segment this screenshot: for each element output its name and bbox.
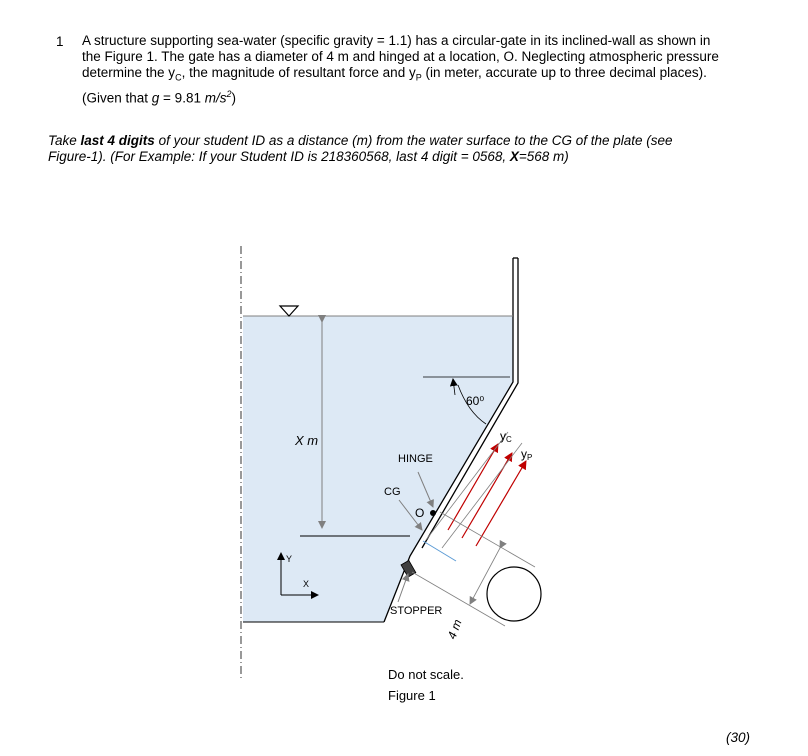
diameter-label: 4 m	[444, 617, 465, 642]
gate-projection-top	[440, 512, 535, 567]
x-axis-label: X	[303, 579, 310, 589]
question-line-1: A structure supporting sea-water (specific gravity = 1.1) has a circular-gate in its inclined-wall as shown in	[82, 33, 711, 48]
force-arrow-3	[476, 461, 526, 546]
circular-gate	[487, 567, 541, 621]
cg-perpendicular-line	[423, 541, 456, 561]
instruction-line-2: Figure-1). (For Example: If your Student ID is 218360568, last 4 digit = 0568, X=568 m)	[48, 149, 569, 164]
hinge-label: HINGE	[398, 453, 433, 465]
question-line-2: the Figure 1. The gate has a diameter of 4 m and hinged at a location, O. Neglecting atmospheric pressure	[82, 49, 719, 64]
y-axis-label: Y	[286, 554, 293, 564]
stopper-label: STOPPER	[390, 605, 443, 617]
scale-note: Do not scale.	[388, 667, 464, 682]
hinge-point	[430, 510, 436, 516]
figure-caption: Figure 1	[388, 688, 436, 703]
question-number: 1	[56, 34, 64, 49]
water-surface-symbol	[280, 306, 298, 316]
angle-label: 60⁰	[466, 394, 485, 408]
question-line-3: determine the $y_C$, the magnitude of resultant force and $y_P$ (in meter, accurate up to three decimal places).	[82, 65, 707, 83]
cg-label: CG	[384, 486, 401, 498]
yp-label: yP	[521, 447, 533, 462]
depth-label: X m	[295, 433, 319, 448]
instruction-line-1: Take last 4 digits of your student ID as a distance (m) from the water surface to the CG of the plate (see	[48, 133, 673, 148]
water-region	[243, 316, 513, 622]
marks-label: (30)	[725, 730, 750, 745]
diameter-dimension-line	[470, 548, 500, 604]
yc-label: yC	[500, 429, 512, 444]
question-line-4: (Given that g = 9.81 $m/s^2$)	[82, 88, 236, 106]
point-o-label: O	[415, 506, 425, 520]
